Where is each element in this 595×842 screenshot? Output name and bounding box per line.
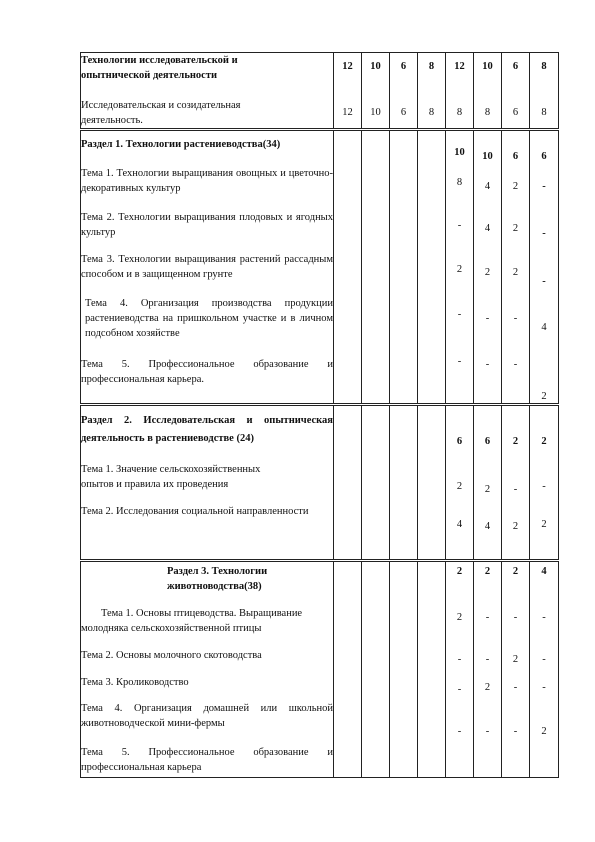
table-row bbox=[81, 405, 559, 561]
value: 4 bbox=[541, 322, 547, 333]
value-cell bbox=[474, 561, 502, 778]
value: 2 bbox=[512, 223, 519, 234]
topic-label: Тема 1. Значение сельскохозяйственных опытов и правила их проведения bbox=[81, 464, 261, 490]
value: 2 bbox=[541, 391, 547, 402]
value-cell bbox=[446, 561, 474, 778]
value: 2 bbox=[512, 267, 519, 278]
table-row bbox=[81, 130, 559, 405]
value: 12 bbox=[342, 107, 353, 118]
value: - bbox=[457, 726, 462, 737]
value-cell bbox=[362, 561, 390, 778]
value: 2 bbox=[541, 436, 547, 447]
topic-label: Тема 2. Исследования социальной направленности bbox=[81, 506, 309, 517]
value: - bbox=[542, 654, 546, 665]
value-cell bbox=[334, 561, 362, 778]
value: 10 bbox=[482, 61, 493, 72]
value: 6 bbox=[400, 61, 407, 72]
value: - bbox=[485, 654, 490, 665]
topic-label: Тема 4. Организация производства продукции растениеводства на пришкольном участке и в личном подсобном хозяйстве bbox=[85, 298, 333, 339]
topic-label: Тема 2. Основы молочного скотоводства bbox=[81, 650, 262, 661]
row-subtitle: Исследовательская и созидательная деятельность. bbox=[81, 100, 241, 126]
value: 2 bbox=[512, 654, 519, 665]
value: - bbox=[542, 612, 546, 623]
value-cell bbox=[530, 130, 559, 405]
value: 8 bbox=[484, 107, 491, 118]
value: 2 bbox=[484, 566, 491, 577]
value: 10 bbox=[370, 107, 381, 118]
topic-cell bbox=[81, 53, 334, 130]
value: - bbox=[485, 313, 490, 324]
value: 6 bbox=[512, 107, 519, 118]
section-title: Раздел 3. Технологии животноводства(38) bbox=[167, 566, 268, 592]
value-cell bbox=[446, 53, 474, 130]
value-cell bbox=[334, 53, 362, 130]
value: 2 bbox=[484, 682, 491, 693]
value: 6 bbox=[512, 61, 519, 72]
value: 6 bbox=[512, 151, 519, 162]
value: 6 bbox=[541, 151, 547, 162]
value-cell bbox=[390, 130, 418, 405]
value: 12 bbox=[454, 61, 465, 72]
value-cell bbox=[502, 130, 530, 405]
value-cell bbox=[334, 130, 362, 405]
topic-cell bbox=[81, 130, 334, 405]
value: - bbox=[542, 276, 546, 287]
value: - bbox=[542, 481, 546, 492]
value-cell bbox=[502, 405, 530, 561]
topic-label: Тема 5. Профессиональное образование и профессиональная карьера bbox=[81, 747, 333, 773]
curriculum-table bbox=[80, 52, 559, 778]
value: 8 bbox=[541, 107, 547, 118]
topic-label: Тема 3. Технологии выращивания растений рассадным способом и в защищенном грунте bbox=[81, 254, 333, 280]
value: 6 bbox=[400, 107, 407, 118]
value: 2 bbox=[484, 484, 491, 495]
value: - bbox=[457, 654, 462, 665]
value: - bbox=[513, 313, 518, 324]
value-cell bbox=[390, 561, 418, 778]
value-cell bbox=[390, 53, 418, 130]
topic-label: Тема 1. Основы птицеводства. Выращивание молодняка сельскохозяйственной птицы bbox=[81, 608, 303, 634]
value-cell bbox=[390, 405, 418, 561]
value-cell bbox=[418, 53, 446, 130]
value: 2 bbox=[484, 267, 491, 278]
value: 2 bbox=[456, 612, 463, 623]
value: 8 bbox=[456, 107, 463, 118]
value: - bbox=[513, 359, 518, 370]
topic-label: Тема 4. Организация домашней или школьной животноводческой мини-фермы bbox=[81, 703, 333, 729]
value-cell bbox=[418, 405, 446, 561]
value-cell bbox=[530, 561, 559, 778]
value-cell bbox=[530, 53, 559, 130]
value: 2 bbox=[512, 566, 519, 577]
topic-label: Тема 3. Кролиководство bbox=[81, 677, 189, 688]
value: 8 bbox=[428, 61, 435, 72]
value: 2 bbox=[456, 264, 463, 275]
value: - bbox=[457, 356, 462, 367]
value: - bbox=[457, 309, 462, 320]
table-row bbox=[81, 53, 559, 130]
table-row bbox=[81, 561, 559, 778]
value: - bbox=[457, 220, 462, 231]
section-title: Раздел 1. Технологии растениеводства(34) bbox=[81, 139, 281, 150]
value-cell bbox=[502, 561, 530, 778]
value: 10 bbox=[482, 151, 493, 162]
topic-label: Тема 2. Технологии выращивания плодовых и ягодных культур bbox=[81, 212, 333, 238]
value-cell bbox=[474, 130, 502, 405]
value: - bbox=[485, 359, 490, 370]
value: 4 bbox=[456, 519, 463, 530]
value-cell bbox=[446, 405, 474, 561]
value: 4 bbox=[541, 566, 547, 577]
value-cell bbox=[446, 130, 474, 405]
row-title: Технологии исследовательской и опытнической деятельности bbox=[81, 55, 238, 81]
value-cell bbox=[474, 53, 502, 130]
value: - bbox=[485, 726, 490, 737]
value: 4 bbox=[484, 223, 491, 234]
value-cell bbox=[418, 130, 446, 405]
value-cell bbox=[474, 405, 502, 561]
topic-cell bbox=[81, 405, 334, 561]
value: - bbox=[513, 726, 518, 737]
value: 12 bbox=[342, 61, 353, 72]
value-cell bbox=[362, 405, 390, 561]
value: - bbox=[513, 612, 518, 623]
value: - bbox=[542, 181, 546, 192]
value: 2 bbox=[541, 726, 547, 737]
value: - bbox=[485, 612, 490, 623]
value: 10 bbox=[370, 61, 381, 72]
value: - bbox=[542, 228, 546, 239]
value: 8 bbox=[541, 61, 547, 72]
value: 2 bbox=[456, 566, 463, 577]
value: - bbox=[457, 684, 462, 695]
topic-label: Тема 1. Технологии выращивания овощных и цветочно-декоративных культур bbox=[81, 168, 333, 194]
value-cell bbox=[502, 53, 530, 130]
value-cell bbox=[418, 561, 446, 778]
value: 8 bbox=[428, 107, 435, 118]
topic-cell bbox=[81, 561, 334, 778]
value: 8 bbox=[456, 177, 463, 188]
value: - bbox=[542, 682, 546, 693]
topic-label: Тема 5. Профессиональное образование и профессиональная карьера. bbox=[81, 359, 333, 385]
value: 10 bbox=[454, 147, 465, 158]
value: - bbox=[513, 682, 518, 693]
value-cell bbox=[362, 130, 390, 405]
value-cell bbox=[362, 53, 390, 130]
value: - bbox=[513, 484, 518, 495]
value: 2 bbox=[456, 481, 463, 492]
section-title: Раздел 2. Исследовательская и опытническая деятельность в растениеводстве (24) bbox=[81, 415, 333, 444]
value: 4 bbox=[484, 181, 491, 192]
value: 2 bbox=[512, 436, 519, 447]
value-cell bbox=[530, 405, 559, 561]
value: 2 bbox=[512, 521, 519, 532]
value-cell bbox=[334, 405, 362, 561]
value: 6 bbox=[456, 436, 463, 447]
value: 6 bbox=[484, 436, 491, 447]
value: 4 bbox=[484, 521, 491, 532]
value: 2 bbox=[512, 181, 519, 192]
value: 2 bbox=[541, 519, 547, 530]
